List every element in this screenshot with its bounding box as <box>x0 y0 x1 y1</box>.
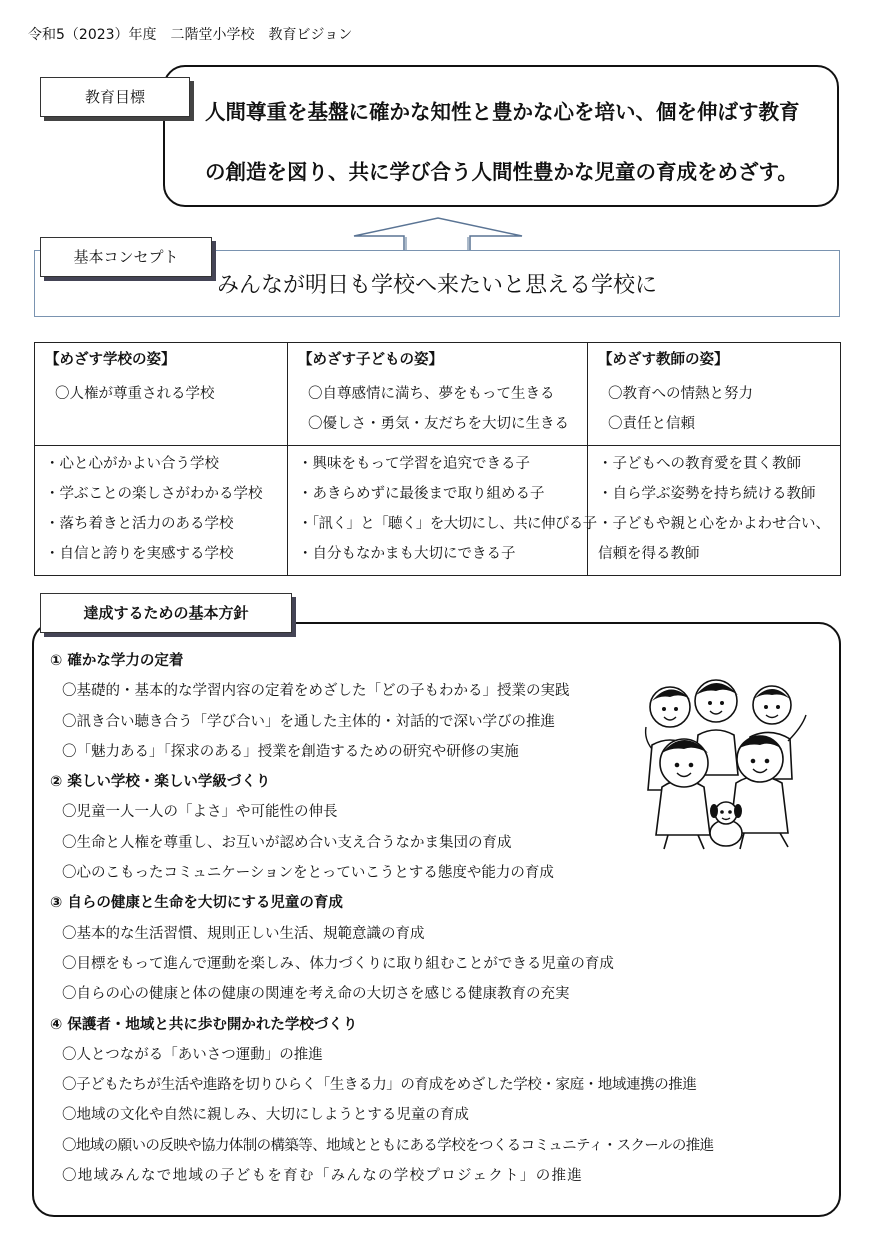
list-item: 〇自尊感情に満ち、夢をもって生きる <box>308 386 555 402</box>
vision-table <box>34 342 841 576</box>
list-item: 信頼を得る教師 <box>598 546 700 562</box>
policy-item: 〇生命と人権を尊重し、お互いが認め合い支え合うなかま集団の育成 <box>62 834 512 851</box>
policy-item: 〇基礎的・基本的な学習内容の定着をめざした「どの子もわかる」授業の実践 <box>62 683 570 700</box>
policy-heading-4: ④ 保護者・地域と共に歩む開かれた学校づくり <box>50 1016 358 1033</box>
list-item: ・興味をもって学習を追究できる子 <box>298 456 530 472</box>
list-item: 〇教育への情熱と努力 <box>608 386 753 402</box>
column-title: 【めざす子どもの姿】 <box>298 352 443 368</box>
concept-text: みんなが明日も学校へ来たいと思える学校に <box>216 273 657 298</box>
policy-heading-3: ③ 自らの健康と生命を大切にする児童の育成 <box>50 895 343 912</box>
policy-item: 〇「魅力ある」「探求のある」授業を創造するための研究や研修の実施 <box>62 743 519 760</box>
goal-label: 教育目標 <box>40 77 190 117</box>
goal-text-line-1: 人間尊重を基盤に確かな知性と豊かな心を培い、個を伸ばす教育 <box>205 100 800 124</box>
column-title: 【めざす学校の姿】 <box>45 352 176 368</box>
policy-item: 〇人とつながる「あいさつ運動」の推進 <box>62 1046 323 1063</box>
list-item: 〇責任と信頼 <box>608 416 695 432</box>
child-items-cell <box>288 446 597 576</box>
list-item: ・子どもや親と心をかよわせ合い、 <box>598 516 830 532</box>
policy-list <box>50 646 714 1191</box>
list-item: 〇優しさ・勇気・友だちを大切に生きる <box>308 416 569 432</box>
list-item: ・心と心がかよい合う学校 <box>45 456 219 472</box>
school-items-cell <box>35 446 288 576</box>
list-item: ・自ら学ぶ姿勢を持ち続ける教師 <box>598 486 816 502</box>
list-item: ・自分もなかまも大切にできる子 <box>298 546 516 562</box>
column-title: 【めざす教師の姿】 <box>598 352 729 368</box>
list-item: ・落ち着きと活力のある学校 <box>45 516 234 532</box>
policy-item: 〇訊き合い聴き合う「学び合い」を通した主体的・対話的で深い学びの推進 <box>62 713 555 730</box>
policy-item: 〇自らの心の健康と体の健康の関連を考え命の大切さを感じる健康教育の充実 <box>62 986 570 1003</box>
policy-item: 〇地域みんなで地域の子どもを育む「みんなの学校プロジェクト」の推進 <box>62 1168 584 1185</box>
policy-item: 〇地域の願いの反映や協力体制の構築等、地域とともにある学校をつくるコミュニティ・スクールの推進 <box>62 1137 714 1154</box>
page-header: 令和5（2023）年度 二階堂小学校 教育ビジョン <box>28 27 353 43</box>
goal-box <box>163 65 839 207</box>
policy-item: 〇目標をもって進んで運動を楽しみ、体力づくりに取り組むことができる児童の育成 <box>62 955 614 972</box>
table-row-top <box>35 343 841 446</box>
policy-label: 達成するための基本方針 <box>40 593 292 633</box>
teacher-vision-cell <box>588 343 841 446</box>
list-item: 〇人権が尊重される学校 <box>55 386 215 402</box>
list-item: ・あきらめずに最後まで取り組める子 <box>298 486 545 502</box>
table-row-bottom <box>35 446 841 576</box>
children-illustration-icon <box>640 675 810 855</box>
policy-item: 〇心のこもったコミュニケーションをとっていこうとする態度や能力の育成 <box>62 865 554 882</box>
list-item: ・「訊く」と「聴く」を大切にし、共に伸びる子 <box>298 516 597 532</box>
policy-item: 〇子どもたちが生活や進路を切りひらく「生きる力」の育成をめざした学校・家庭・地域連携の推進 <box>62 1077 697 1094</box>
policy-item: 〇児童一人一人の「よさ」や可能性の伸長 <box>62 804 338 821</box>
list-item: ・子どもへの教育愛を貫く教師 <box>598 456 801 472</box>
policy-item: 〇基本的な生活習慣、規則正しい生活、規範意識の育成 <box>62 925 425 942</box>
goal-text-line-2: の創造を図り、共に学び合う人間性豊かな児童の育成をめざす。 <box>205 160 798 184</box>
policy-heading-1: ① 確かな学力の定着 <box>50 653 184 669</box>
list-item: ・学ぶことの楽しさがわかる学校 <box>45 486 263 502</box>
teacher-items-cell <box>588 446 841 576</box>
up-arrow-icon <box>348 216 528 252</box>
school-vision-cell <box>35 343 288 446</box>
policy-item: 〇地域の文化や自然に親しみ、大切にしようとする児童の育成 <box>62 1107 469 1124</box>
list-item: ・自信と誇りを実感する学校 <box>45 546 234 562</box>
concept-label: 基本コンセプト <box>40 237 212 277</box>
child-vision-cell <box>288 343 588 446</box>
policy-heading-2: ② 楽しい学校・楽しい学級づくり <box>50 774 271 791</box>
